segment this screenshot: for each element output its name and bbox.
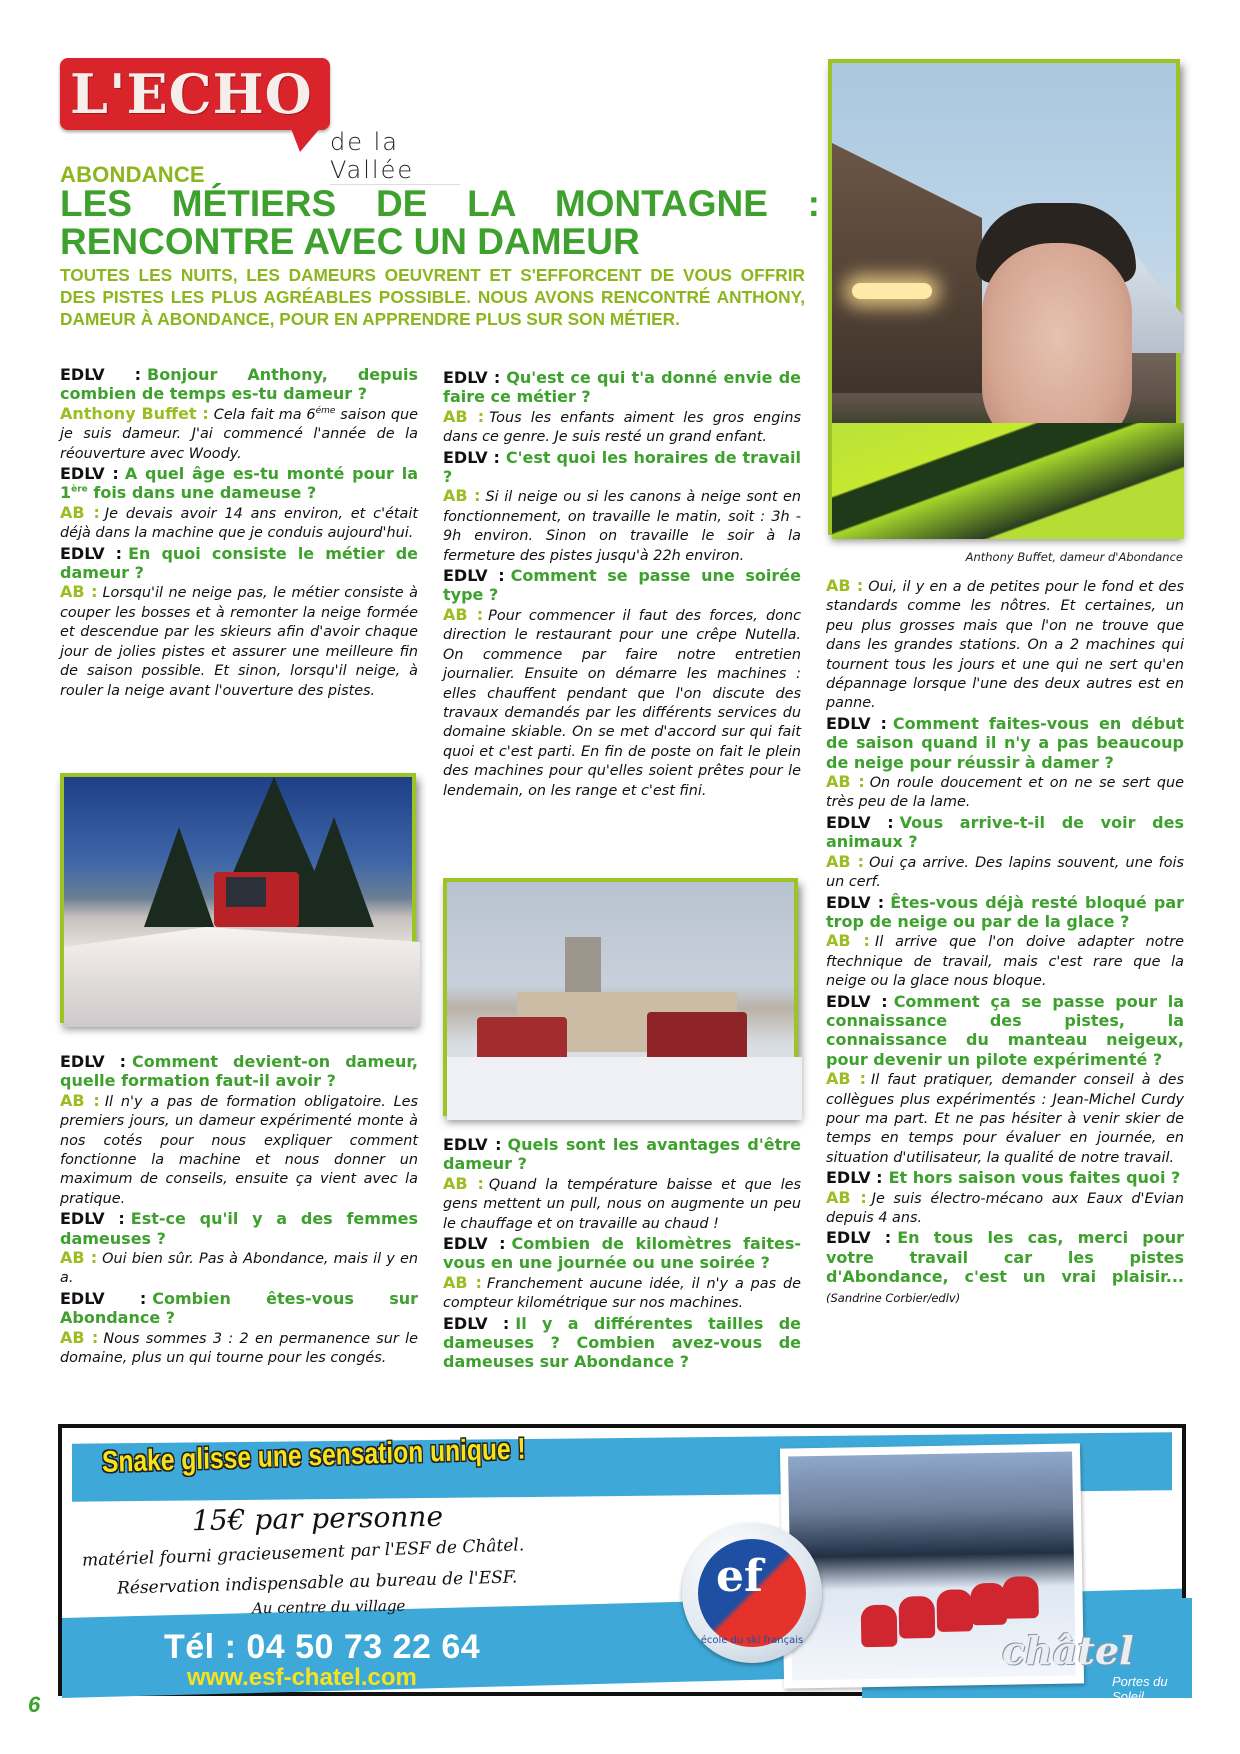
answer: Anthony Buffet : Cela fait ma $6^{éme}$ saison que je suis dameur. J'ai commencé l'année de la réouverture avec Woody. [60,403,418,462]
question: EDLV : Bonjour Anthony, depuis combien de temps es-tu dameur ? [60,365,419,404]
article-column-1 [60,365,418,701]
qa-item [60,1052,418,1209]
article-column-2 [443,368,801,801]
question: EDLV : A quel âge es-tu monté pour la 1ère fois dans une dameuse ? [60,464,419,503]
qa-item [443,368,801,448]
answer: AB : Oui, il y en a de petites pour le fond et des standards comme les nôtres. Et certaines, un peu plus grosses mais que l'on ne trouve que dans les grandes stations. On a 2 machines qui tournent tous les jours et une qui ne sert qu'en dépannage lorsque l'une des deux autres est en panne. [826,576,1184,712]
qa-item [826,714,1184,813]
question: EDLV : En tous les cas, merci pour votre travail car les pistes d'Abondance, c'est un vrai plaisir... (Sandrine Corbier/edlv) [826,1228,1184,1305]
qa-item [826,1168,1184,1228]
answer: AB : Je suis électro-mécano aux Eaux d'Evian depuis 4 ans. [826,1187,1184,1226]
answer: AB : Oui ça arrive. Des lapins souvent, une fois un cerf. [826,851,1184,891]
article-kicker: ABONDANCE [60,162,205,187]
ad-website-link[interactable]: www.esf-chatel.com [187,1664,417,1691]
answer: AB : Pour commencer il faut des forces, donc direction le restaurant pour une crêpe Nutella. On commence par faire notre entretien journalier. Ensuite on démarre les machines : elles chauffent pendant que l'on discute des travaux demandés par les différents services du domaine skiable. On se met d'accord sur qui fait quoi et c'est parti. En fin de poste on fait le plein des machines pour qu'elles soient prêtes pour le lendemain, on les range et c'est fini. [443,604,801,799]
answer: AB : On roule doucement et on ne se sert que très peu de la lame. [826,772,1184,811]
chatel-tagline: Portes du Soleil [1112,1674,1168,1704]
question: EDLV : Comment ça se passe pour la connaissance des pistes, la connaissance du manteau neigeux, pour devenir un pilote expérimenté ? [826,991,1184,1069]
ad-headline: Snake glisse une sensation unique ! [101,1432,526,1479]
qa-item [826,576,1184,714]
qa-item [60,464,418,544]
qa-item [443,1135,801,1234]
qa-item [826,893,1184,992]
answer: AB : Oui bien sûr. Pas à Abondance, mais il y en a. [60,1248,419,1287]
esf-advertisement [58,1424,1186,1704]
groomers-at-restaurant-photo [443,878,798,1116]
masthead-title: L'ECHO [70,62,313,126]
qa-item [826,1228,1184,1308]
question: EDLV : Et hors saison vous faites quoi ? [826,1168,1181,1188]
article-standfirst: TOUTES LES NUITS, LES DAMEURS OEUVRENT ET S'EFFORCENT DE VOUS OFFRIR DES PISTES LES PLUS AGRÉABLES POSSIBLE. NOUS AVONS RENCONTRÉ ANTHONY, DAMEUR À ABONDANCE, POUR EN APPRENDRE PLUS SUR SON MÉTIER. [60,265,805,329]
question: EDLV : Quels sont les avantages d'être dameur ? [443,1135,801,1174]
interviewer-tag: EDLV : [60,365,142,384]
answer: AB : Franchement aucune idée, il n'y a pas de compteur kilométrique sur nos machines. [443,1272,801,1312]
article-column-1-lower [60,1052,418,1369]
chalet-roof [832,143,982,393]
photo-caption: Anthony Buffet, dameur d'Abondance [965,550,1183,564]
answer: AB : Si il neige ou si les canons à neige sont en fonctionnement, on travaille le matin, soit : 3h - 9h environ. Sinon on travaille le soir à la fermeture des pistes jusqu'à 22h environ. [443,486,801,564]
qa-item [60,365,418,464]
ad-price: 15€ par personne [191,1499,444,1538]
question: EDLV : Il y a différentes tailles de dameuses ? Combien avez-vous de dameuses sur Abondance ? [443,1313,801,1372]
ad-equipment-note: matériel fourni gracieusement par l'ESF de Châtel. [81,1535,525,1571]
logo-speech-bubble [60,58,330,130]
qa-item [60,1289,418,1369]
question: EDLV : Comment faites-vous en début de saison quand il n'y a pas beaucoup de neige pour réussir à damer ? [826,713,1184,772]
ad-reservation-note: Réservation indispensable au bureau de l'ESF. [116,1567,518,1599]
child-on-sled [899,1596,936,1639]
esf-logo-icon [682,1523,822,1663]
question: EDLV : Combien êtes-vous sur Abondance ? [60,1288,418,1328]
child-on-sled [936,1589,973,1632]
question: EDLV : Qu'est ce qui t'a donné envie de faire ce métier ? [443,368,801,407]
esf-logo-letters: ef [716,1551,763,1602]
page-number: 6 [28,1692,41,1717]
answer: AB : Tous les enfants aiment les gros engins dans ce genre. Je suis resté un grand enfant. [443,406,802,446]
esf-logo-ring-text: école du ski français [700,1635,804,1646]
question: EDLV : C'est quoi les horaires de travail ? [443,447,801,487]
qa-item [443,1314,801,1372]
portrait-photo [828,59,1180,535]
masthead-subtitle: de la Vallée [330,128,460,185]
ad-location-note: Au centre du village [251,1596,406,1618]
answer: AB : Il n'y a pas de formation obligatoire. Les premiers jours, un dameur expérimenté monte à nos cotés pour nous expliquer comment fonctionne la machine et nous donner un maximum de conseils, ensuite ça vient avec la pratique. [60,1090,418,1207]
question: EDLV : En quoi consiste le métier de dameur ? [60,543,418,583]
question: EDLV : Comment devient-on dameur, quelle formation faut-il avoir ? [60,1052,418,1091]
chatel-logo: châtel [1002,1628,1134,1673]
child-on-sled [861,1605,898,1648]
groomer-photo [60,773,416,1023]
groomer-headlight [852,283,932,299]
interviewee-tag: Anthony Buffet : [60,403,209,423]
groomer-cab [226,877,266,907]
question: EDLV : Combien de kilomètres faites-vous en une journée ou une soirée ? [443,1234,801,1273]
qa-item [826,992,1184,1169]
qa-item [443,448,801,566]
answer: AB : Lorsqu'il ne neige pas, le métier consiste à couper les bosses et à remonter la neige formée et descendue par les skieurs afin d'avoir chaque jour de jolies pistes et assurer une meilleure fin de saison possible. Et sinon, lorsqu'il neige, à rouler la neige avant l'ouverture des pistes. [60,582,418,699]
qa-item [826,813,1184,893]
face [982,243,1132,453]
question: EDLV : Êtes-vous déjà resté bloqué par trop de neige ou par de la glace ? [826,892,1185,931]
answer: AB : Nous sommes 3 : 2 en permanence sur le domaine, plus un qui tourne pour les congés. [60,1327,418,1367]
qa-item [60,1209,418,1289]
snow-pile [64,927,420,1027]
article-column-3 [826,576,1184,1308]
snow-ground [447,1057,802,1120]
article-column-2-lower [443,1135,801,1372]
qa-item [60,544,418,701]
answer: AB : Je devais avoir 14 ans environ, et c'était déjà dans la machine que je conduis aujourd'hui. [60,502,418,542]
fir-tree [144,827,214,927]
question: EDLV : Vous arrive-t-il de voir des animaux ? [826,812,1184,852]
answer: AB : Il arrive que l'on doive adapter notre ftechnique de travail, mais c'est rare que la neige ou la glace nous bloque. [826,931,1184,990]
question: EDLV : Est-ce qu'il y a des femmes dameuses ? [60,1209,418,1248]
headline-line-2: RENCONTRE AVEC UN DAMEUR [60,221,640,262]
child-on-sled [1002,1576,1039,1619]
article-headline [60,185,820,261]
author-credit: (Sandrine Corbier/edlv) [826,1290,961,1305]
answer: AB : Quand la température baisse et que les gens mettent un pull, nous on augmente un peu le chauffage et on travaille au chaud ! [443,1173,802,1232]
ad-phone[interactable]: Tél : 04 50 73 22 64 [164,1628,481,1666]
qa-item [443,1234,801,1314]
jacket [832,423,1184,539]
qa-item [443,566,801,801]
answer: AB : Il faut pratiquer, demander conseil à des collègues plus expérimentés : Jean-Michel Curdy pour ma part. Et ne pas hésiter à venir skier de temps en temps pour évaluer en journée, en situation d'utilisateur, la qualité de notre travail. [826,1069,1185,1166]
question: EDLV : Comment se passe une soirée type ? [443,566,802,605]
headline-line-1: LES MÉTIERS DE LA MONTAGNE : [60,183,820,224]
